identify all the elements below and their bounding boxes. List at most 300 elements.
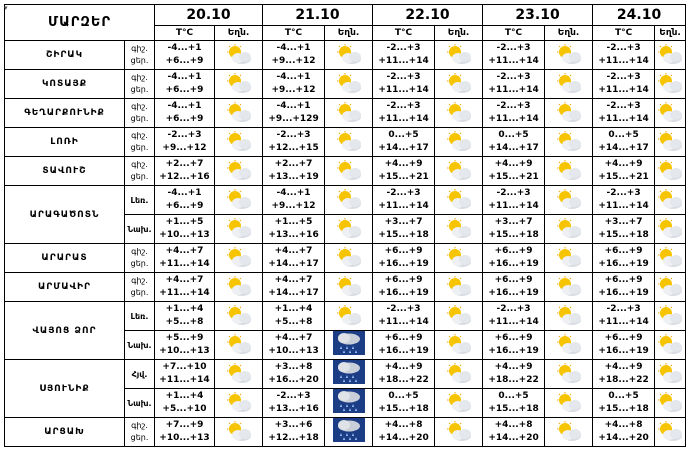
- partly-cloudy-icon: [224, 218, 254, 240]
- day-temperature: +11...+14: [488, 317, 539, 327]
- partly-cloudy-icon: [444, 131, 474, 153]
- partly-cloudy-icon: [655, 363, 685, 385]
- temperature-cell: [373, 99, 435, 128]
- weather-icon-cell: [325, 70, 373, 99]
- temp-column-header: T°C: [263, 26, 325, 41]
- partly-cloudy-icon: [224, 189, 254, 211]
- weather-icon-cell: [545, 389, 593, 418]
- weather-icon-cell: [655, 41, 686, 70]
- day-temperature: +12...+18: [268, 433, 319, 443]
- temperature-cell: [263, 70, 325, 99]
- weather-icon-cell: [325, 128, 373, 157]
- day-temperature: +6...+9: [165, 114, 204, 124]
- region-name: ԱՐՑԱԽ: [5, 418, 125, 447]
- partly-cloudy-icon: [334, 305, 364, 327]
- temperature-cell: [593, 41, 655, 70]
- night-temperature: +4...+9: [494, 362, 533, 372]
- day-temperature: +11...+14: [378, 317, 429, 327]
- night-temperature: -2...+3: [496, 304, 531, 314]
- region-name: ԱՐԱԳԱԾՈՏՆ: [5, 186, 125, 244]
- date-header: 24.10: [593, 5, 686, 26]
- day-temperature: +15...+18: [598, 404, 649, 414]
- night-temperature: -4...+1: [167, 72, 202, 82]
- day-temperature: +11...+14: [378, 56, 429, 66]
- temperature-cell: [373, 157, 435, 186]
- temp-column-header: T°C: [155, 26, 215, 41]
- partly-cloudy-icon: [655, 334, 685, 356]
- weather-icon-cell: [435, 244, 483, 273]
- day-night-label: [125, 273, 155, 302]
- weather-icon-cell: [215, 70, 263, 99]
- night-label: գիշ.: [131, 73, 148, 82]
- temperature-cell: [155, 273, 215, 302]
- night-temperature: +4...+9: [384, 159, 423, 169]
- partly-cloudy-icon: [334, 247, 364, 269]
- day-temperature: +14...+20: [378, 433, 429, 443]
- weather-icon-cell: [435, 70, 483, 99]
- partly-cloudy-icon: [444, 44, 474, 66]
- night-label: գիշ.: [131, 247, 148, 256]
- table-row: [5, 41, 686, 70]
- night-temperature: +1...+5: [274, 217, 313, 227]
- night-label: գիշ.: [131, 131, 148, 140]
- weather-icon-cell: [655, 99, 686, 128]
- day-night-label: [125, 128, 155, 157]
- night-temperature: +4...+7: [274, 246, 313, 256]
- weather-icon-cell: [325, 157, 373, 186]
- day-night-label: [125, 70, 155, 99]
- table-row: [5, 186, 686, 215]
- partly-cloudy-icon: [655, 247, 685, 269]
- temperature-cell: [373, 389, 435, 418]
- day-label: ցեր.: [130, 85, 149, 94]
- night-label: գիշ.: [131, 160, 148, 169]
- day-temperature: +13...+19: [268, 172, 319, 182]
- temperature-cell: [373, 418, 435, 447]
- day-night-label: [125, 41, 155, 70]
- temperature-cell: [593, 128, 655, 157]
- day-temperature: +14...+20: [598, 433, 649, 443]
- weather-icon-cell: [435, 128, 483, 157]
- weather-column-header: Եղն.: [325, 26, 373, 41]
- temperature-cell: [263, 186, 325, 215]
- day-night-label: [125, 157, 155, 186]
- day-temperature: +5...+8: [165, 317, 204, 327]
- weather-icon-cell: [435, 41, 483, 70]
- partly-cloudy-icon: [224, 44, 254, 66]
- night-temperature: 0...+5: [498, 391, 529, 401]
- temperature-cell: [483, 128, 545, 157]
- temperature-cell: [593, 389, 655, 418]
- day-temperature: +11...+14: [598, 85, 649, 95]
- partly-cloudy-icon: [554, 276, 584, 298]
- night-temperature: -2...+3: [386, 101, 421, 111]
- partly-cloudy-icon: [224, 102, 254, 124]
- day-temperature: +15...+18: [378, 404, 429, 414]
- day-temperature: +14...+17: [488, 143, 539, 153]
- temperature-cell: [373, 128, 435, 157]
- partly-cloudy-icon: [444, 247, 474, 269]
- night-temperature: 0...+5: [608, 130, 639, 140]
- weather-icon-cell: [215, 186, 263, 215]
- subregion-label: Լեռ.: [125, 186, 155, 215]
- day-temperature: +11...+14: [159, 375, 210, 385]
- day-temperature: +13...+16: [268, 404, 319, 414]
- night-temperature: -2...+3: [496, 72, 531, 82]
- partly-cloudy-icon: [655, 276, 685, 298]
- weather-icon-cell: [655, 273, 686, 302]
- night-temperature: +1...+4: [165, 391, 204, 401]
- partly-cloudy-icon: [444, 160, 474, 182]
- partly-cloudy-icon: [655, 160, 685, 182]
- night-temperature: +3...+6: [274, 420, 313, 430]
- subregion-label: Լեռ.: [125, 302, 155, 331]
- partly-cloudy-icon: [554, 218, 584, 240]
- temperature-cell: [263, 302, 325, 331]
- day-temperature: +15...+18: [598, 230, 649, 240]
- temperature-cell: [263, 360, 325, 389]
- partly-cloudy-icon: [554, 421, 584, 443]
- temperature-cell: [483, 70, 545, 99]
- partly-cloudy-icon: [554, 305, 584, 327]
- weather-icon-cell: [435, 186, 483, 215]
- partly-cloudy-icon: [554, 392, 584, 414]
- weather-icon-cell: [545, 418, 593, 447]
- night-temperature: -2...+3: [386, 43, 421, 53]
- date-header: 20.10: [155, 5, 263, 26]
- rain-icon: [333, 360, 365, 384]
- night-temperature: +6...+9: [494, 246, 533, 256]
- temperature-cell: [263, 128, 325, 157]
- temperature-cell: [483, 215, 545, 244]
- weather-icon-cell: [435, 418, 483, 447]
- weather-icon-cell: [545, 99, 593, 128]
- table-row: [5, 244, 686, 273]
- night-temperature: +7...+10: [162, 362, 207, 372]
- night-temperature: +6...+9: [604, 333, 643, 343]
- night-temperature: -2...+3: [606, 188, 641, 198]
- partly-cloudy-icon: [224, 73, 254, 95]
- night-temperature: -2...+3: [606, 101, 641, 111]
- partly-cloudy-icon: [224, 421, 254, 443]
- day-temperature: +16...+19: [598, 259, 649, 269]
- partly-cloudy-icon: [655, 189, 685, 211]
- day-night-label: [125, 99, 155, 128]
- weather-icon-cell: [215, 41, 263, 70]
- temperature-cell: [483, 186, 545, 215]
- temperature-cell: [373, 244, 435, 273]
- day-temperature: +10...+13: [159, 433, 210, 443]
- weather-icon-cell: [545, 244, 593, 273]
- temperature-cell: [155, 215, 215, 244]
- night-temperature: -4...+1: [167, 188, 202, 198]
- rain-icon: [333, 331, 365, 355]
- day-temperature: +10...+13: [159, 230, 210, 240]
- temperature-cell: [155, 186, 215, 215]
- partly-cloudy-icon: [224, 160, 254, 182]
- partly-cloudy-icon: [224, 334, 254, 356]
- day-label: ցեր.: [130, 143, 149, 152]
- partly-cloudy-icon: [334, 102, 364, 124]
- night-temperature: -2...+3: [606, 43, 641, 53]
- temperature-cell: [483, 273, 545, 302]
- partly-cloudy-icon: [224, 131, 254, 153]
- day-temperature: +11...+14: [378, 114, 429, 124]
- weather-icon-cell: [325, 389, 373, 418]
- weather-icon-cell: [325, 186, 373, 215]
- weather-icon-cell: [325, 302, 373, 331]
- temperature-cell: [155, 389, 215, 418]
- night-temperature: +5...+9: [165, 333, 204, 343]
- night-temperature: -2...+3: [167, 130, 202, 140]
- day-temperature: +9...+129: [268, 114, 319, 124]
- temperature-cell: [373, 302, 435, 331]
- partly-cloudy-icon: [655, 102, 685, 124]
- temperature-cell: [593, 70, 655, 99]
- weather-icon-cell: [545, 215, 593, 244]
- partly-cloudy-icon: [554, 160, 584, 182]
- temperature-cell: [155, 244, 215, 273]
- partly-cloudy-icon: [334, 189, 364, 211]
- night-temperature: +2...+7: [274, 159, 313, 169]
- day-temperature: +15...+21: [488, 172, 539, 182]
- weather-icon-cell: [545, 186, 593, 215]
- weather-icon-cell: [435, 360, 483, 389]
- weather-icon-cell: [435, 331, 483, 360]
- weather-icon-cell: [545, 331, 593, 360]
- day-temperature: +15...+18: [488, 230, 539, 240]
- day-temperature: +11...+14: [378, 85, 429, 95]
- night-temperature: +4...+7: [274, 333, 313, 343]
- night-temperature: +6...+9: [494, 275, 533, 285]
- weather-icon-cell: [215, 331, 263, 360]
- partly-cloudy-icon: [554, 131, 584, 153]
- night-temperature: +2...+7: [165, 159, 204, 169]
- region-name: ԱՐԱՐԱՏ: [5, 244, 125, 273]
- weather-icon-cell: [545, 70, 593, 99]
- partly-cloudy-icon: [444, 363, 474, 385]
- weather-icon-cell: [215, 302, 263, 331]
- partly-cloudy-icon: [334, 218, 364, 240]
- night-temperature: -2...+3: [386, 188, 421, 198]
- temperature-cell: [483, 157, 545, 186]
- weather-icon-cell: [325, 99, 373, 128]
- weather-column-header: Եղն.: [545, 26, 593, 41]
- partly-cloudy-icon: [655, 305, 685, 327]
- weather-icon-cell: [325, 360, 373, 389]
- temperature-cell: [483, 331, 545, 360]
- night-temperature: +4...+9: [494, 159, 533, 169]
- weather-icon-cell: [215, 215, 263, 244]
- temperature-cell: [263, 99, 325, 128]
- table-row: [5, 70, 686, 99]
- weather-column-header: Եղն.: [435, 26, 483, 41]
- weather-icon-cell: [545, 41, 593, 70]
- day-label: ցեր.: [130, 56, 149, 65]
- day-temperature: +9...+12: [271, 201, 316, 211]
- night-temperature: +4...+8: [384, 420, 423, 430]
- night-temperature: -4...+1: [167, 101, 202, 111]
- table-row: [5, 418, 686, 447]
- partly-cloudy-icon: [444, 421, 474, 443]
- date-header: 22.10: [373, 5, 483, 26]
- region-name: ԳԵՂԱՐՔՈՒՆԻՔ: [5, 99, 125, 128]
- temperature-cell: [263, 244, 325, 273]
- subregion-label: Նախ.: [125, 331, 155, 360]
- temperature-cell: [155, 41, 215, 70]
- day-temperature: +11...+14: [598, 56, 649, 66]
- region-name: ԿՈՏԱՅՔ: [5, 70, 125, 99]
- night-temperature: +6...+9: [384, 275, 423, 285]
- weather-icon-cell: [655, 70, 686, 99]
- night-temperature: +6...+9: [494, 333, 533, 343]
- temperature-cell: [483, 41, 545, 70]
- table-row: [5, 273, 686, 302]
- weather-icon-cell: [325, 215, 373, 244]
- weather-icon-cell: [215, 418, 263, 447]
- night-temperature: +4...+7: [165, 275, 204, 285]
- night-temperature: +4...+7: [165, 246, 204, 256]
- temperature-cell: [483, 418, 545, 447]
- night-temperature: +4...+9: [604, 159, 643, 169]
- weather-icon-cell: [215, 99, 263, 128]
- day-temperature: +14...+17: [268, 288, 319, 298]
- night-temperature: 0...+5: [388, 391, 419, 401]
- weather-icon-cell: [325, 418, 373, 447]
- temp-column-header: T°C: [373, 26, 435, 41]
- day-label: ցեր.: [130, 172, 149, 181]
- temperature-cell: [155, 70, 215, 99]
- weather-icon-cell: [655, 215, 686, 244]
- night-temperature: +4...+9: [604, 362, 643, 372]
- day-temperature: +12...+15: [268, 143, 319, 153]
- weather-icon-cell: [435, 273, 483, 302]
- night-temperature: +3...+7: [384, 217, 423, 227]
- day-temperature: +10...+13: [268, 346, 319, 356]
- day-temperature: +15...+18: [378, 230, 429, 240]
- day-temperature: +14...+17: [378, 143, 429, 153]
- temperature-cell: [593, 418, 655, 447]
- night-temperature: +4...+8: [604, 420, 643, 430]
- region-name: ԱՐՄԱՎԻՐ: [5, 273, 125, 302]
- temperature-cell: [483, 244, 545, 273]
- night-temperature: +4...+8: [494, 420, 533, 430]
- night-temperature: -4...+1: [276, 188, 311, 198]
- temperature-cell: [263, 215, 325, 244]
- night-label: գիշ.: [131, 276, 148, 285]
- weather-icon-cell: [435, 302, 483, 331]
- weather-icon-cell: [545, 157, 593, 186]
- night-temperature: 0...+5: [388, 130, 419, 140]
- weather-icon-cell: [325, 331, 373, 360]
- weather-icon-cell: [655, 302, 686, 331]
- day-temperature: +16...+20: [268, 375, 319, 385]
- day-temperature: +9...+12: [162, 143, 207, 153]
- temperature-cell: [263, 157, 325, 186]
- weather-icon-cell: [435, 99, 483, 128]
- weather-icon-cell: [435, 389, 483, 418]
- weather-icon-cell: [655, 360, 686, 389]
- day-label: ցեր.: [130, 259, 149, 268]
- night-temperature: +1...+4: [165, 304, 204, 314]
- forecast-page: [4, 4, 686, 447]
- partly-cloudy-icon: [655, 218, 685, 240]
- temperature-cell: [593, 273, 655, 302]
- header-row-dates: [5, 5, 686, 26]
- day-temperature: +10...+13: [159, 346, 210, 356]
- day-label: ցեր.: [130, 114, 149, 123]
- corner-marker: ▾: [4, 4, 8, 12]
- temperature-cell: [593, 244, 655, 273]
- day-label: ցեր.: [130, 433, 149, 442]
- night-temperature: +6...+9: [604, 246, 643, 256]
- partly-cloudy-icon: [655, 392, 685, 414]
- temperature-cell: [373, 70, 435, 99]
- temperature-cell: [155, 331, 215, 360]
- temp-column-header: T°C: [593, 26, 655, 41]
- temperature-cell: [593, 157, 655, 186]
- weather-column-header: Եղն.: [215, 26, 263, 41]
- temperature-cell: [483, 360, 545, 389]
- partly-cloudy-icon: [224, 392, 254, 414]
- day-temperature: +11...+14: [159, 288, 210, 298]
- temperature-cell: [593, 302, 655, 331]
- region-name: ՏԱՎՈՒՇ: [5, 157, 125, 186]
- day-temperature: +9...+12: [271, 85, 316, 95]
- partly-cloudy-icon: [444, 73, 474, 95]
- night-temperature: +7...+9: [165, 420, 204, 430]
- night-temperature: +6...+9: [384, 333, 423, 343]
- table-row: [5, 99, 686, 128]
- temperature-cell: [483, 389, 545, 418]
- partly-cloudy-icon: [554, 334, 584, 356]
- weather-icon-cell: [655, 244, 686, 273]
- night-temperature: 0...+5: [608, 391, 639, 401]
- weather-icon-cell: [325, 41, 373, 70]
- day-temperature: +11...+14: [488, 56, 539, 66]
- weather-column-header: Եղն.: [655, 26, 686, 41]
- temperature-cell: [155, 128, 215, 157]
- partly-cloudy-icon: [444, 218, 474, 240]
- regions-header: ՄԱՐԶԵՐ: [5, 5, 155, 41]
- temperature-cell: [373, 215, 435, 244]
- day-temperature: +18...+22: [378, 375, 429, 385]
- day-temperature: +16...+19: [488, 259, 539, 269]
- night-temperature: -2...+3: [606, 304, 641, 314]
- temperature-cell: [263, 41, 325, 70]
- night-temperature: +1...+4: [274, 304, 313, 314]
- night-temperature: -2...+3: [276, 130, 311, 140]
- weather-icon-cell: [215, 157, 263, 186]
- night-temperature: -2...+3: [386, 304, 421, 314]
- table-row: [5, 302, 686, 331]
- temperature-cell: [593, 215, 655, 244]
- day-temperature: +11...+14: [159, 259, 210, 269]
- day-temperature: +14...+20: [488, 433, 539, 443]
- day-temperature: +11...+14: [598, 114, 649, 124]
- night-temperature: +1...+5: [165, 217, 204, 227]
- day-temperature: +6...+9: [165, 56, 204, 66]
- night-temperature: +6...+9: [604, 275, 643, 285]
- region-name: ՎԱՅՈՑ ՁՈՐ: [5, 302, 125, 360]
- weather-icon-cell: [655, 331, 686, 360]
- night-temperature: +4...+9: [384, 362, 423, 372]
- weather-icon-cell: [655, 418, 686, 447]
- rain-icon: [333, 389, 365, 413]
- day-temperature: +11...+14: [488, 85, 539, 95]
- partly-cloudy-icon: [224, 276, 254, 298]
- partly-cloudy-icon: [655, 73, 685, 95]
